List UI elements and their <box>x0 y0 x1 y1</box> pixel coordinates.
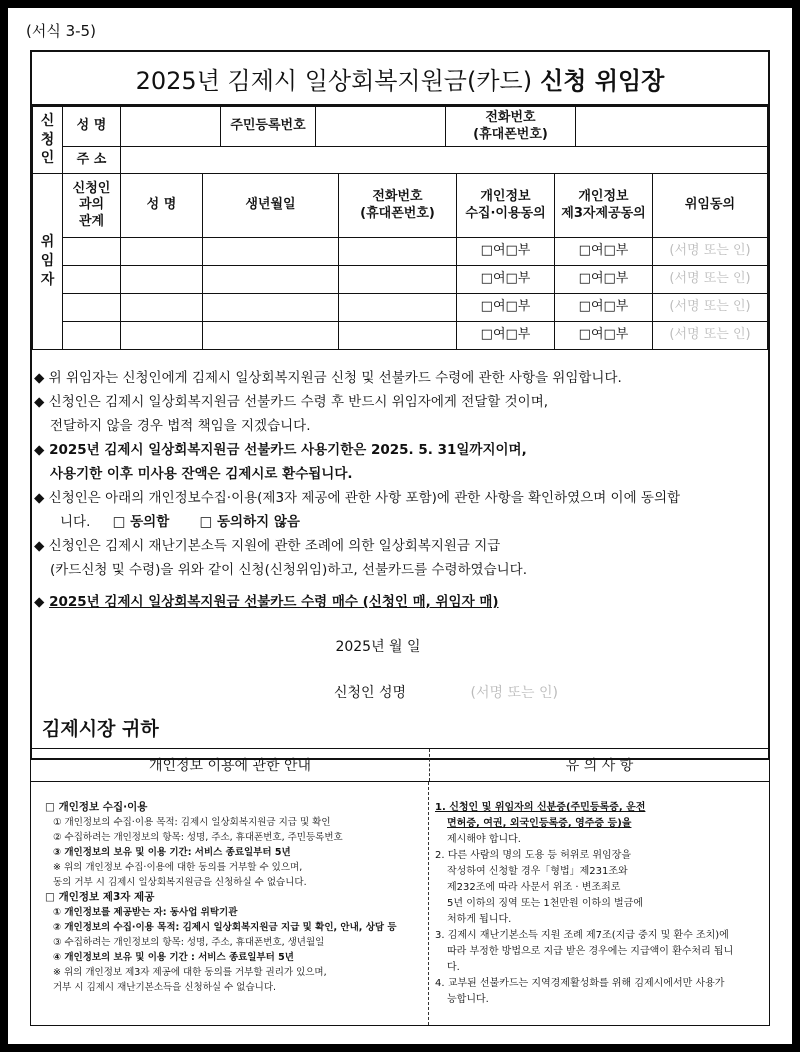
applicant-phone-label: 전화번호 (휴대폰번호) <box>446 107 576 147</box>
consent-agree-checkbox[interactable]: □ 동의함 <box>112 514 170 530</box>
delegate-relation-field[interactable] <box>63 294 121 322</box>
notes-section <box>34 366 774 614</box>
caution-line: 제232조에 따라 사문서 위조 · 변조죄로 <box>447 882 621 893</box>
delegate-table <box>32 173 768 350</box>
applicant-table <box>32 106 768 174</box>
signature-line <box>334 682 558 702</box>
cautions-heading: 유 의 사 항 <box>565 758 634 774</box>
privacy-line: ① 개인정보를 제공받는 자: 동사업 위탁기관 <box>53 907 238 918</box>
caution-line: 제시해야 합니다. <box>447 834 521 845</box>
privacy-line: ② 수집하려는 개인정보의 항목: 성명, 주소, 휴대폰번호, 주민등록번호 <box>53 832 343 843</box>
signature-placeholder[interactable]: (서명 또는 인) <box>653 322 768 350</box>
privacy-line: ③ 수집하려는 개인정보의 항목: 성명, 주소, 휴대폰번호, 생년월일 <box>53 937 325 948</box>
delegate-header-birthdate: 생년월일 <box>203 174 339 238</box>
signature-label: 신청인 성명 <box>334 685 407 701</box>
delegate-phone-field[interactable] <box>339 322 457 350</box>
delegate-phone-field[interactable] <box>339 266 457 294</box>
delegate-name-field[interactable] <box>121 322 203 350</box>
delegate-row <box>33 322 768 350</box>
delegate-section-label: 위 임 자 <box>33 174 63 350</box>
card-count-text: 2025년 김제시 일상회복지원금 선불카드 수령 매수 (신청인 매, 위임자 매) <box>49 594 499 610</box>
thirdparty-consent-checkbox[interactable]: □여□부 <box>555 322 653 350</box>
signature-placeholder[interactable]: (서명 또는 인) <box>653 266 768 294</box>
caution-line: 능합니다. <box>447 994 489 1005</box>
caution-line: 다. <box>447 962 460 973</box>
delegate-birthdate-field[interactable] <box>203 322 339 350</box>
delegate-relation-field[interactable] <box>63 266 121 294</box>
delegate-row <box>33 294 768 322</box>
privacy-line: ① 개인정보의 수집·이용 목적: 김제시 일상회복지원금 지급 및 확인 <box>53 817 331 828</box>
form-title-normal: 2025년 김제시 일상회복지원금(카드) <box>135 66 533 95</box>
caution-line: 처하게 됩니다. <box>447 914 512 925</box>
card-count-bullet: ◆ <box>34 594 45 610</box>
caution-line: 2. 다른 사람의 명의 도용 등 허위로 위임장을 <box>435 850 632 861</box>
applicant-address-field[interactable] <box>121 147 768 174</box>
applicant-rrn-label: 주민등록번호 <box>221 107 316 147</box>
delegate-row <box>33 238 768 266</box>
privacy-line: ※ 위의 개인정보 수집·이용에 대한 동의를 거부할 수 있으며, <box>53 862 303 873</box>
form-title <box>32 52 768 106</box>
collect-consent-checkbox[interactable]: □여□부 <box>457 266 555 294</box>
note-consent-1: ◆ 신청인은 아래의 개인정보수집·이용(제3자 제공에 관한 사항 포함)에 관한 사항을 확인하였으며 이에 동의합 <box>34 490 681 506</box>
thirdparty-consent-checkbox[interactable]: □여□부 <box>555 266 653 294</box>
privacy-line: ※ 위의 개인정보 제3자 제공에 대한 동의를 거부할 권리가 있으며, <box>53 967 327 978</box>
delegate-relation-field[interactable] <box>63 322 121 350</box>
delegate-header-relation: 신청인 과의 관계 <box>63 174 121 238</box>
form-code: (서식 3-5) <box>26 22 96 40</box>
consent-disagree-checkbox[interactable]: □ 동의하지 않음 <box>199 514 300 530</box>
applicant-signature-placeholder[interactable]: (서명 또는 인) <box>470 685 558 701</box>
applicant-section-label: 신 청 인 <box>33 107 63 174</box>
delegate-row <box>33 266 768 294</box>
note-expiry-2: 사용기한 이후 미사용 잔액은 김제시로 환수됩니다. <box>50 466 353 482</box>
collect-consent-checkbox[interactable]: □여□부 <box>457 322 555 350</box>
privacy-line: ② 개인정보의 수집·이용 목적: 김제시 일상회복지원금 지급 및 확인, 안내, 상담 등 <box>53 922 397 933</box>
note-card-count <box>34 590 774 614</box>
addressee: 김제시장 귀하 <box>42 718 159 740</box>
privacy-line: □ 개인정보 수집·이용 <box>45 801 148 813</box>
applicant-name-label: 성 명 <box>63 107 121 147</box>
privacy-info-list <box>31 782 429 1025</box>
privacy-line: ④ 개인정보의 보유 및 이용 기간 : 서비스 종료일부터 5년 <box>53 952 294 963</box>
delegate-relation-field[interactable] <box>63 238 121 266</box>
caution-line: 1. 신청인 및 위임자의 신분증(주민등록증, 운전 <box>435 802 646 813</box>
delegate-phone-field[interactable] <box>339 238 457 266</box>
note-delivery-1: ◆ 신청인은 김제시 일상회복지원금 선불카드 수령 후 반드시 위임자에게 전달할 것이며, <box>34 394 549 410</box>
note-application-1: ◆ 신청인은 김제시 재난기본소득 지원에 관한 조례에 의한 일상회복지원금 지급 <box>34 538 501 554</box>
cautions-list <box>429 782 769 1025</box>
note-application-2: (카드신청 및 수령)을 위와 같이 신청(신청위임)하고, 선불카드를 수령하였습니다. <box>50 562 527 578</box>
applicant-phone-field[interactable] <box>576 107 768 147</box>
delegate-header-collect-consent: 개인정보 수집·이용동의 <box>457 174 555 238</box>
delegate-name-field[interactable] <box>121 266 203 294</box>
privacy-heading: 개인정보 이용에 관한 안내 <box>31 749 430 781</box>
note-delegation: ◆ 위 위임자는 신청인에게 김제시 일상회복지원금 신청 및 선불카드 수령에 관한 사항을 위임합니다. <box>34 370 622 386</box>
delegate-header-delegation-consent: 위임동의 <box>653 174 768 238</box>
form-title-bold: 신청 위임장 <box>540 66 665 95</box>
delegate-birthdate-field[interactable] <box>203 294 339 322</box>
collect-consent-checkbox[interactable]: □여□부 <box>457 238 555 266</box>
delegate-header-name: 성 명 <box>121 174 203 238</box>
delegate-header-thirdparty-consent: 개인정보 제3자제공동의 <box>555 174 653 238</box>
signature-placeholder[interactable]: (서명 또는 인) <box>653 294 768 322</box>
note-consent-prefix: 니다. <box>60 514 91 530</box>
applicant-address-label: 주 소 <box>63 147 121 174</box>
privacy-line: □ 개인정보 제3자 제공 <box>45 891 155 903</box>
caution-line: 면허증, 여권, 외국인등록증, 영주증 등)을 <box>447 818 632 829</box>
note-expiry-1: ◆ 2025년 김제시 일상회복지원금 선불카드 사용기한은 2025. 5. 31일까지이며, <box>34 442 527 458</box>
privacy-line: 동의 거부 시 김제시 일상회복지원금을 신청하실 수 없습니다. <box>53 877 307 888</box>
thirdparty-consent-checkbox[interactable]: □여□부 <box>555 238 653 266</box>
delegate-birthdate-field[interactable] <box>203 238 339 266</box>
delegate-name-field[interactable] <box>121 238 203 266</box>
caution-line: 5년 이하의 징역 또는 1천만원 이하의 벌금에 <box>447 898 644 909</box>
applicant-name-field[interactable] <box>121 107 221 147</box>
note-consent-2 <box>34 510 774 534</box>
privacy-line: ③ 개인정보의 보유 및 이용 기간: 서비스 종료일부터 5년 <box>53 847 291 858</box>
info-box <box>30 748 770 1026</box>
delegation-form-page <box>8 8 792 1044</box>
applicant-rrn-field[interactable] <box>316 107 446 147</box>
caution-line: 4. 교부된 선불카드는 지역경제활성화를 위해 김제시에서만 사용가 <box>435 978 725 989</box>
date-line: 2025년 월 일 <box>335 639 421 655</box>
caution-line: 따라 부정한 방법으로 지급 받은 경우에는 지급액이 환수처리 됩니 <box>447 946 734 957</box>
delegate-name-field[interactable] <box>121 294 203 322</box>
caution-line: 작성하여 신청할 경우「형법」제231조와 <box>447 866 628 877</box>
delegate-phone-field[interactable] <box>339 294 457 322</box>
collect-consent-checkbox[interactable]: □여□부 <box>457 294 555 322</box>
signature-placeholder[interactable]: (서명 또는 인) <box>653 238 768 266</box>
delegate-birthdate-field[interactable] <box>203 266 339 294</box>
thirdparty-consent-checkbox[interactable]: □여□부 <box>555 294 653 322</box>
note-delivery-2: 전달하지 않을 경우 법적 책임을 지겠습니다. <box>50 418 311 434</box>
caution-line: 3. 김제시 재난기본소득 지원 조례 제7조(지급 중지 및 환수 조치)에 <box>435 930 729 941</box>
delegate-header-phone: 전화번호 (휴대폰번호) <box>339 174 457 238</box>
privacy-line: 거부 시 김제시 재난기본소득을 신청하실 수 없습니다. <box>53 982 277 993</box>
